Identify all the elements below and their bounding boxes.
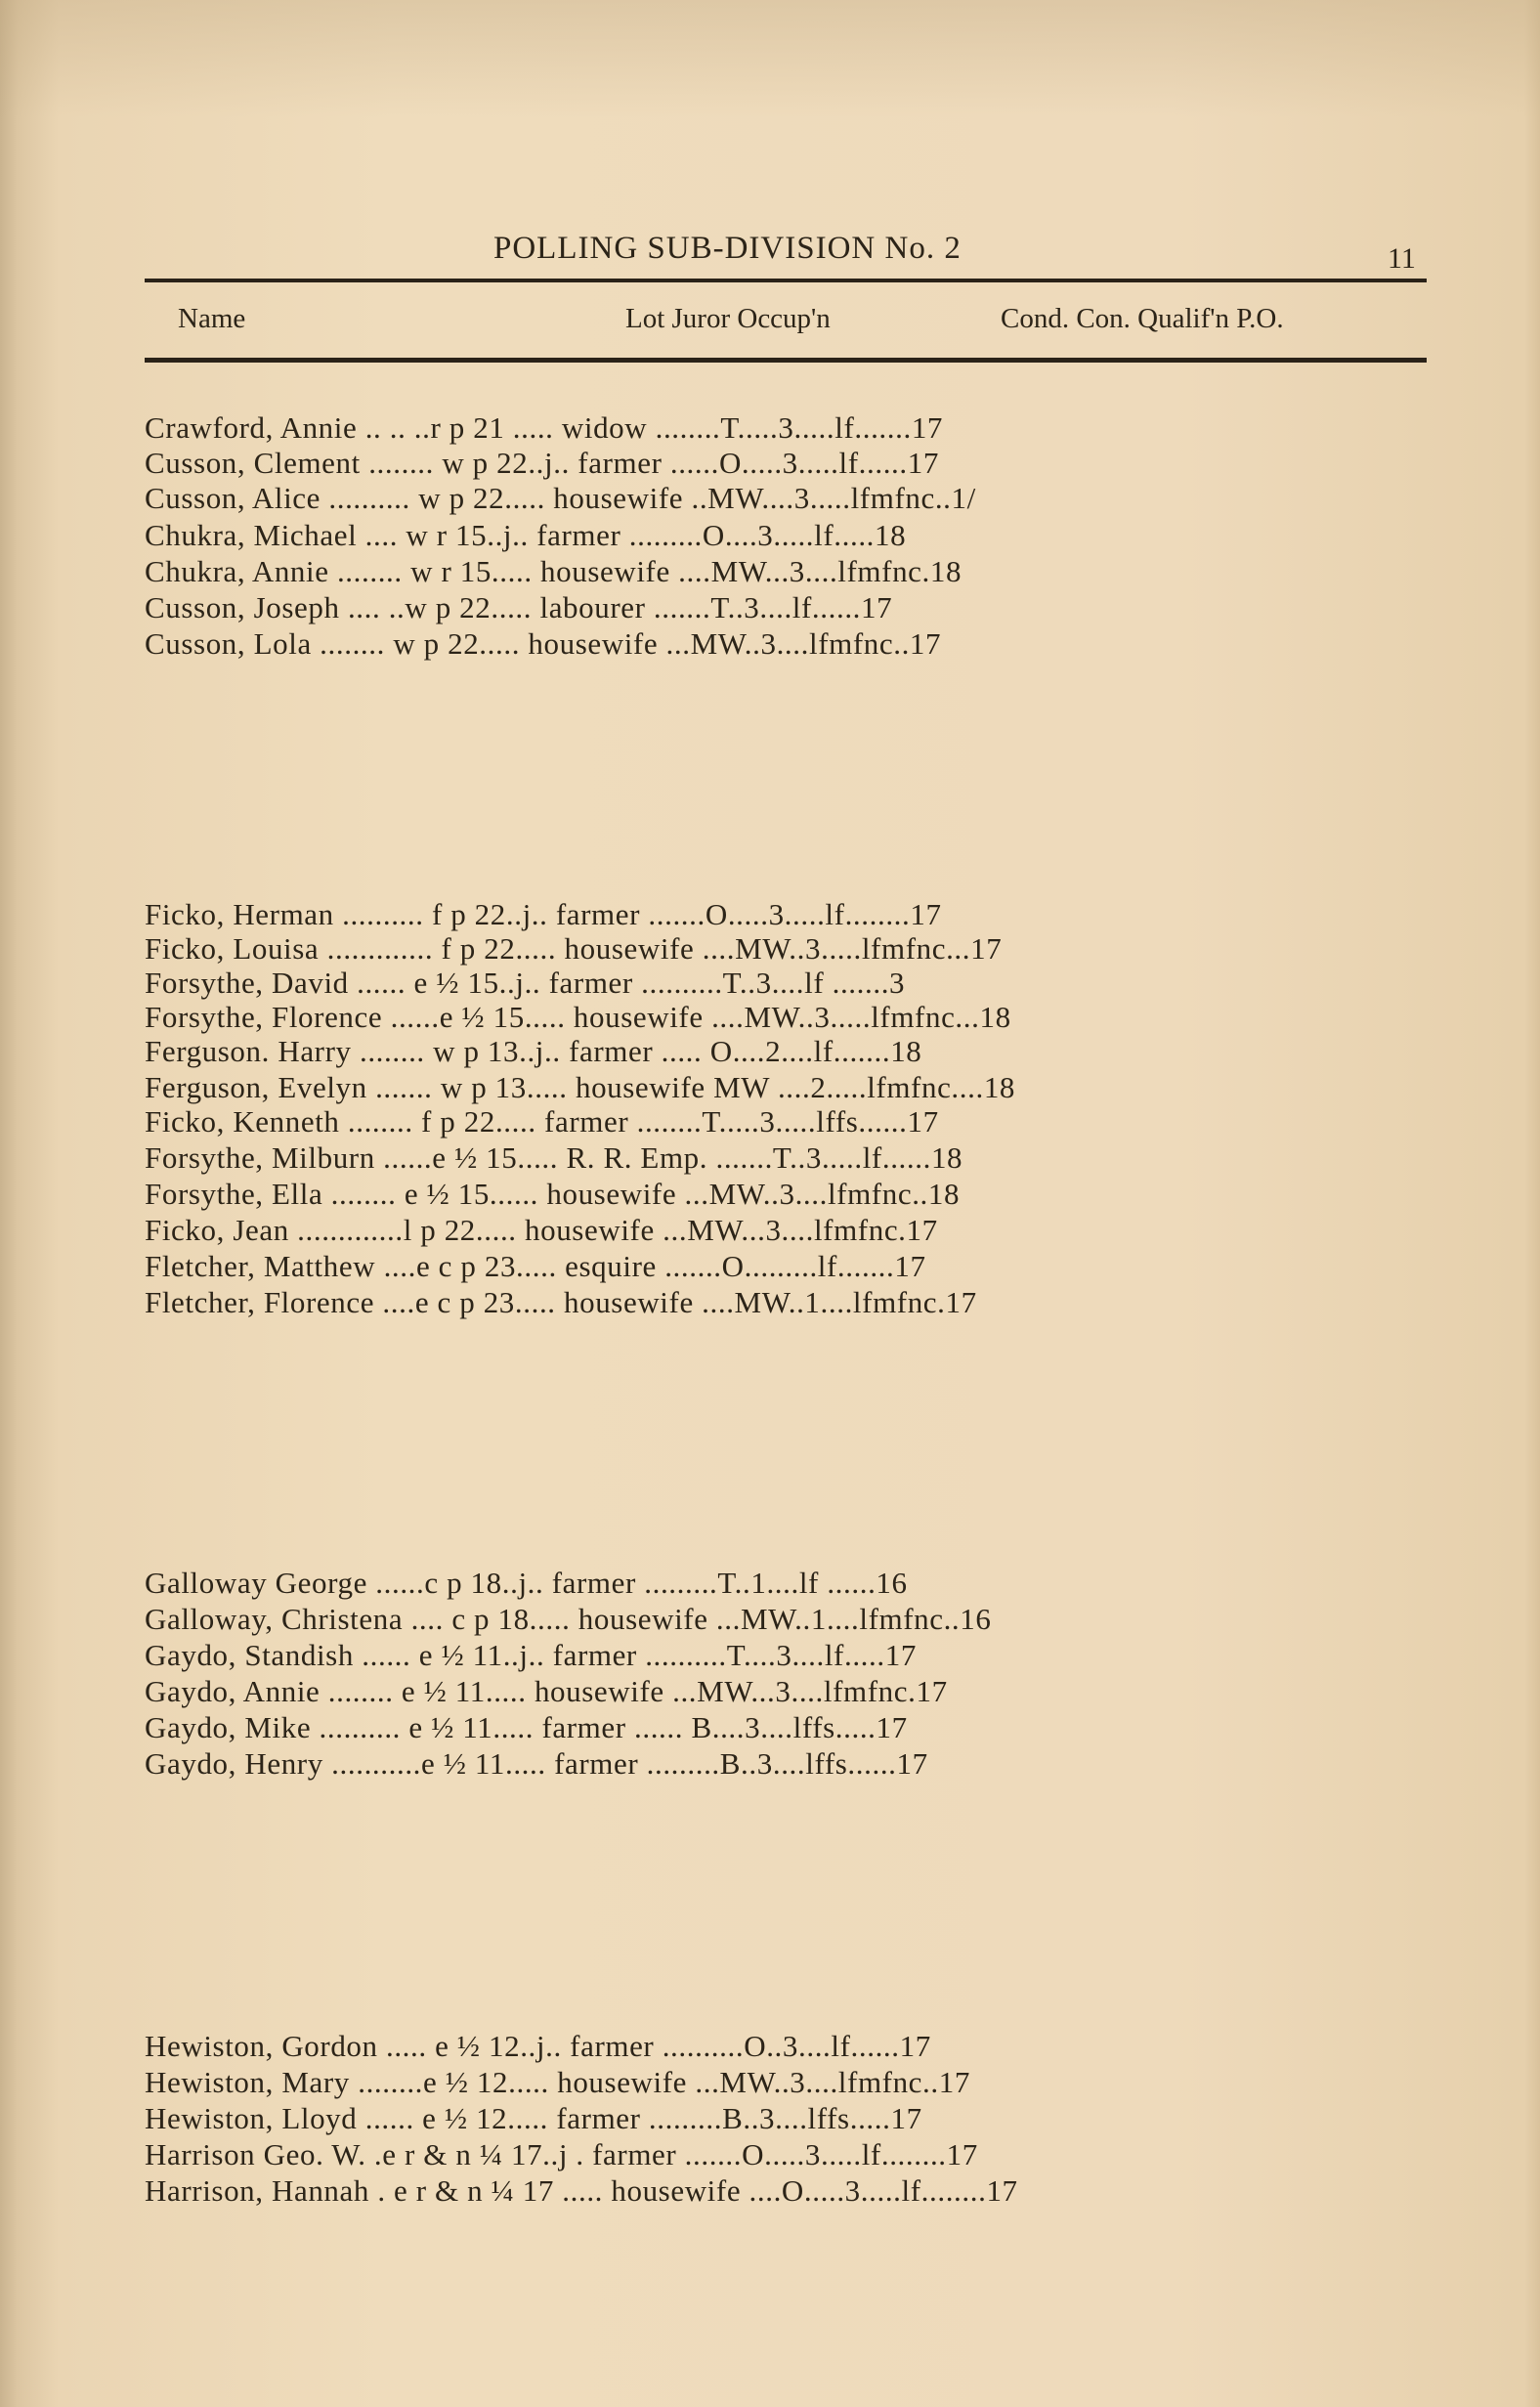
voter-entry: Ficko, Jean .............l p 22..... housewife ...MW...3....lfmfnc.17 — [145, 1213, 938, 1247]
voter-entry: Forsythe, David ...... e ½ 15..j.. farmer ..........T..3....lf .......3 — [145, 966, 906, 1000]
page-heading: POLLING SUB-DIVISION No. 2 — [493, 231, 962, 266]
page-top-shading — [0, 0, 1540, 117]
voter-entry: Hewiston, Gordon ..... e ½ 12..j.. farmer ..........O..3....lf......17 — [145, 2029, 931, 2063]
voter-entry: Hewiston, Lloyd ...... e ½ 12..... farmer .........B..3....lffs.....17 — [145, 2101, 922, 2135]
voter-entry: Ficko, Louisa ............. f p 22..... housewife ....MW..3.....lfmfnc...17 — [145, 931, 1003, 966]
voter-entry: Cusson, Alice .......... w p 22..... housewife ..MW....3.....lfmfnc..1/ — [145, 481, 976, 515]
header-bottom-rule — [145, 358, 1427, 363]
voter-entry: Forsythe, Ella ........ e ½ 15...... housewife ...MW..3....lfmfnc..18 — [145, 1177, 961, 1211]
voter-entry: Crawford, Annie .. .. ..r p 21 ..... widow ........T.....3.....lf.......17 — [145, 410, 944, 445]
voter-entry: Chukra, Michael .... w r 15..j.. farmer .........O....3.....lf.....18 — [145, 518, 907, 552]
voter-entry: Gaydo, Standish ...... e ½ 11..j.. farmer ..........T....3....lf.....17 — [145, 1638, 917, 1672]
voter-entry: Ficko, Herman .......... f p 22..j.. farmer .......O.....3.....lf........17 — [145, 897, 942, 931]
voter-entry: Forsythe, Milburn ......e ½ 15..... R. R. Emp. .......T..3.....lf......18 — [145, 1140, 963, 1175]
voter-entry: Chukra, Annie ........ w r 15..... housewife ....MW...3....lfmfnc.18 — [145, 554, 962, 588]
voter-entry: Galloway, Christena .... c p 18..... housewife ...MW..1....lfmfnc..16 — [145, 1602, 992, 1636]
voter-entry: Harrison, Hannah . e r & n ¼ 17 ..... housewife ....O.....3.....lf........17 — [145, 2173, 1018, 2208]
voter-entry: Ficko, Kenneth ........ f p 22..... farmer ........T.....3.....lffs......17 — [145, 1104, 939, 1139]
voter-entry: Cusson, Clement ........ w p 22..j.. farmer ......O.....3.....lf......17 — [145, 446, 939, 480]
voter-entry: Ferguson. Harry ........ w p 13..j.. farmer ..... O....2....lf.......18 — [145, 1034, 922, 1068]
page-number: 11 — [1388, 242, 1416, 275]
column-header-lot-juror-occupation: Lot Juror Occup'n — [625, 303, 831, 334]
voter-entry: Ferguson, Evelyn ....... w p 13..... housewife MW ....2.....lfmfnc....18 — [145, 1070, 1016, 1104]
voter-entry: Fletcher, Florence ....e c p 23..... housewife ....MW..1....lfmfnc.17 — [145, 1285, 977, 1319]
voter-entry: Galloway George ......c p 18..j.. farmer .........T..1....lf ......16 — [145, 1566, 908, 1600]
column-header-name: Name — [178, 303, 246, 334]
voter-entry: Hewiston, Mary ........e ½ 12..... housewife ...MW..3....lfmfnc..17 — [145, 2065, 970, 2099]
voter-entry: Gaydo, Henry ...........e ½ 11..... farmer .........B..3....lffs......17 — [145, 1746, 928, 1781]
header-top-rule — [145, 279, 1427, 282]
column-header-cond-con-qualif-po: Cond. Con. Qualif'n P.O. — [1001, 303, 1284, 334]
voter-entry: Fletcher, Matthew ....e c p 23..... esquire .......O.........lf.......17 — [145, 1249, 926, 1283]
voter-entry: Gaydo, Mike .......... e ½ 11..... farmer ...... B....3....lffs.....17 — [145, 1710, 908, 1744]
voter-entry: Cusson, Joseph .... ..w p 22..... labourer .......T..3....lf......17 — [145, 590, 893, 624]
voter-entry: Gaydo, Annie ........ e ½ 11..... housewife ...MW...3....lfmfnc.17 — [145, 1674, 948, 1708]
voter-entry: Cusson, Lola ........ w p 22..... housewife ...MW..3....lfmfnc..17 — [145, 626, 942, 661]
voter-entry: Harrison Geo. W. .e r & n ¼ 17..j . farmer .......O.....3.....lf........17 — [145, 2137, 978, 2171]
voter-entry: Forsythe, Florence ......e ½ 15..... housewife ....MW..3.....lfmfnc...18 — [145, 1000, 1011, 1034]
